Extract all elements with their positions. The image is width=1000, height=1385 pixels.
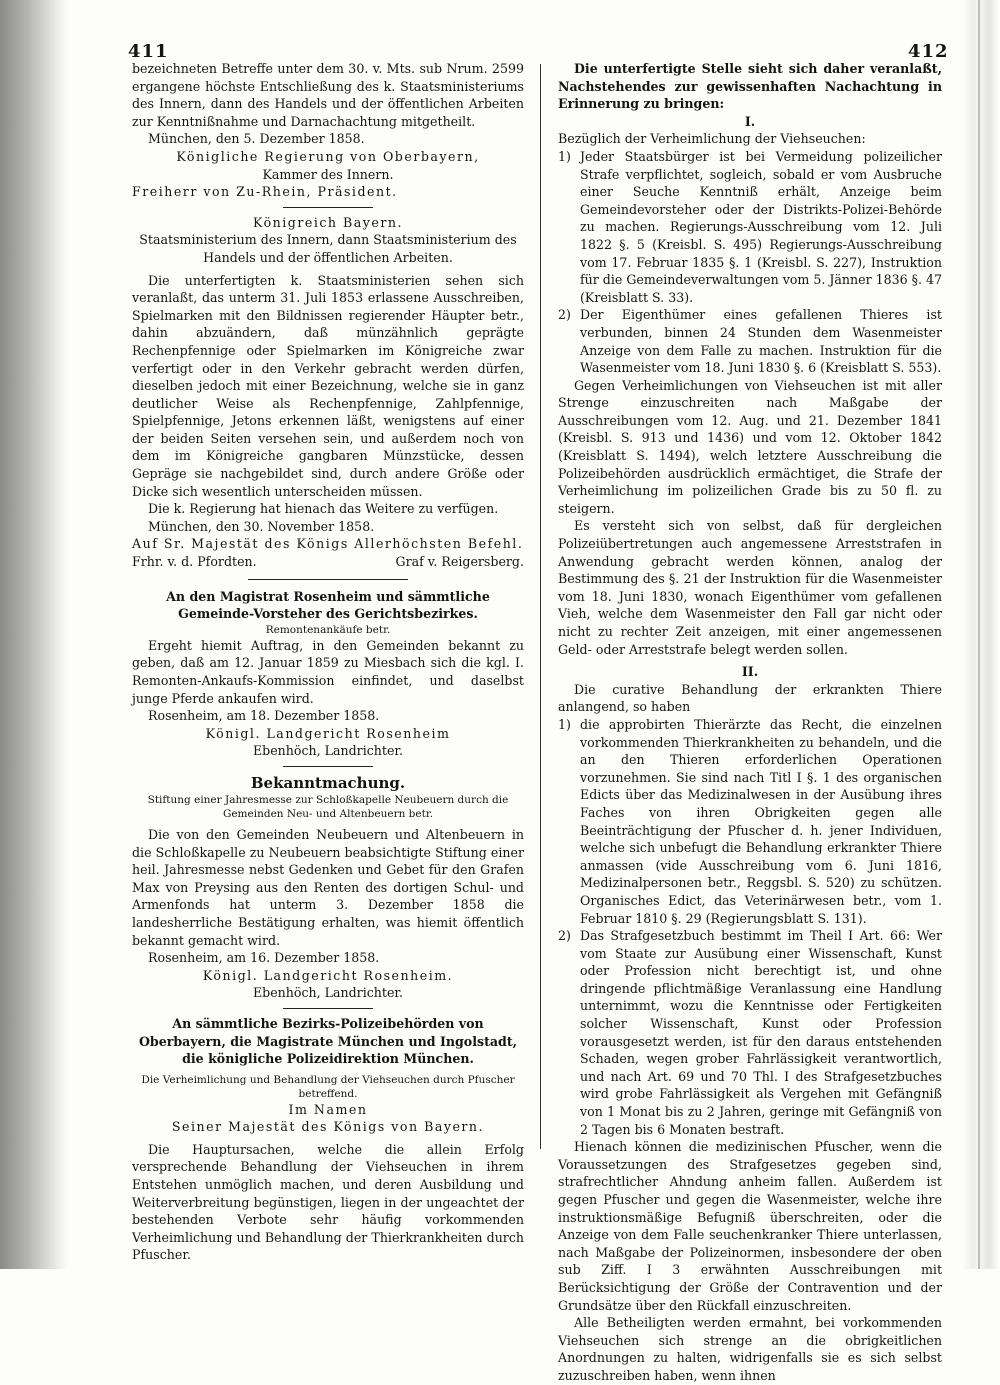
section-subtitle: Remontenankäufe betr. bbox=[265, 623, 391, 636]
list-number: 2) bbox=[558, 307, 571, 323]
section-heading: Die curative Behandlung der erkrankten Thiere anlangend, so haben bbox=[558, 681, 942, 715]
date-line: München, den 30. November 1858. bbox=[148, 518, 375, 534]
paragraph: Die unterfertigten k. Staatsministerien sehen sich veranlaßt, das unterm 31. Juli 1853 erlassene Ausschreiben, Spielmarken mit den Bildnissen regierender Häupter betr., dahin abzuändern, daß münzähnlich geprägte Rechenpfennige oder Spielmarken im Königreiche zwar verfertigt oder in den Verkehr gebracht werden dürfen, dieselben jedoch mit einer Bezeichnung, welche sie in ganz deutlicher Weise als Rechenpfennige, Zahlpfennige, Spielpfennige, Jetons erkennen läßt, wenigstens auf einer der beiden Seiten versehen sein, und außerdem noch von dem im Königreiche gangbaren Münzstücke, dessen Gepräge sie nachgebildet sind, durch andere Größe oder Dicke sich wesentlich unterscheiden müssen. bbox=[132, 272, 524, 499]
section-rule bbox=[248, 579, 408, 580]
binding-gutter-shadow bbox=[0, 0, 68, 1269]
section-title: An sämmtliche Bezirks-Polizeibehörden von Oberbayern, die Magistrate München und Ingolstadt, die königliche Polizeidirektion München. bbox=[138, 1015, 518, 1067]
paragraph: Die k. Regierung hat hienach das Weitere zu verfügen. bbox=[148, 501, 499, 517]
page-edge bbox=[962, 0, 1000, 1269]
list-number: 1) bbox=[558, 716, 571, 732]
paragraph: bezeichneten Betreffe unter dem 30. v. Mts. sub Nrum. 2599 ergangene höchste Entschließung des k. Staatsministeriums des Innern, dann des Handels und der öffentlichen Arbeiten zur Kenntnißnahme und Darnachachtung mitgetheilt. bbox=[132, 61, 524, 129]
section-numeral: I. bbox=[744, 113, 756, 129]
list-text: die approbirten Thierärzte das Recht, die einzelnen vorkommenden Thierkrankheiten zu behandeln, und die an den Thieren erforderlichen Operationen vorzunehmen. Sie sind nach Titl I §. 1 des organischen Edicts über das Medizinalwesen in der Ausübung ihres Faches von ihren Obrigkeiten gegen alle Beeinträchtigung der Pfuscher d. h. jener Individuen, welche sich unbefugt die Behandlung erkrankter Thiere anmassen (vide Ausschreibung vom 6. Juni 1816, Medizinalpersonen betr., Reggsbl. S. 520) zu schützen. Organisches Edict, das Veterinärwesen betr., vom 1. Februar 1810 §. 29 (Regierungsblatt S. 131). bbox=[580, 716, 942, 926]
paragraph: Ergeht hiemit Auftrag, in den Gemeinden bekannt zu geben, daß am 12. Januar 1859 zu Miesbach sich die kgl. I. Remonten-Ankaufs-Kommission einfindet, und daselbst junge Pferde ankaufen wird. bbox=[132, 637, 524, 706]
signature-dept: Kammer des Innern. bbox=[262, 166, 394, 182]
signature-org: Königl. Landgericht Rosenheim. bbox=[202, 967, 454, 983]
section-subtitle: Die Verheimlichung und Behandlung der Viehseuchen durch Pfuscher betreffend. bbox=[141, 1073, 515, 1100]
section-rule bbox=[283, 207, 373, 208]
paragraph: Hienach können die medizinischen Pfuscher, wenn die Voraussetzungen des Strafgesetzes gegeben sind, strafrechtlicher Ahndung anheim fallen. Außerdem ist gegen Pfuscher und gegen die Wasenmeister, welche ihre instruktionsmäßige Befugniß überschreiten, oder die Anzeige von dem Falle seuchenkranker Thiere unterlassen, nach Maßgabe der Polizeinormen, insbesondere der oben sub Ziff. I 3 erwähnten Ausschreibungen mit Berücksichtigung der Größe der Contravention und der Grundsätze über den Rückfall einzuschreiten. bbox=[558, 1139, 942, 1313]
list-text: Der Eigenthümer eines gefallenen Thieres ist verbunden, binnen 24 Stunden dem Wasenmeister Anzeige von dem Falle zu machen. Instruktion für die Wasenmeister vom 18. Juni 1830 §. 6 (Kreisblatt S. 553). bbox=[580, 307, 942, 376]
section-heading: Bezüglich der Verheimlichung der Viehseuchen: bbox=[558, 131, 866, 147]
list-item bbox=[558, 716, 942, 927]
paragraph: Gegen Verheimlichungen von Viehseuchen ist mit aller Strenge einzuschreiten nach Maßgabe der Ausschreibungen vom 12. Aug. und 21. Dezember 1841 (Kreisbl. S. 913 und 1436) und vom 12. Oktober 1842 (Kreisblatt S. 1494), welch letztere Ausschreibung die Polizeibehörden ausdrücklich ermächtiget, die Strafe der Verheimlichung im polizeilichen Grade bis zu 50 fl. zu steigern. bbox=[558, 377, 942, 516]
signature-org: Königliche Regierung von Oberbayern, bbox=[176, 148, 480, 164]
signature-name: Ebenhöch, Landrichter. bbox=[252, 985, 404, 1001]
signature-name: Freiherr von Zu-Rhein, Präsident. bbox=[132, 184, 398, 200]
list-item bbox=[558, 306, 942, 376]
signature-name: Ebenhöch, Landrichter. bbox=[252, 743, 404, 759]
section-title: An den Magistrat Rosenheim und sämmtliche Gemeinde-Vorsteher des Gerichtsbezirkes. bbox=[166, 588, 490, 622]
section-rule bbox=[283, 766, 373, 767]
command-line: Auf Sr. Majestät des Königs Allerhöchsten Befehl. bbox=[132, 536, 524, 552]
paragraph: Alle Betheiligten werden ermahnt, bei vorkommenden Viehseuchen sich strenge an die obrigkeitlichen Anordnungen zu halten, widrigenfalls sie es sich selbst zuzuschreiben haben, wenn ihnen bbox=[558, 1315, 942, 1383]
signature-right: Graf v. Reigersberg. bbox=[395, 554, 524, 570]
preamble-line: Im Namen bbox=[288, 1101, 368, 1117]
section-rule bbox=[283, 1008, 373, 1009]
list-item bbox=[558, 927, 942, 1138]
signature-left: Frhr. v. d. Pfordten. bbox=[132, 554, 257, 570]
date-line: Rosenheim, am 16. Dezember 1858. bbox=[148, 950, 380, 966]
page-number-right: 412 bbox=[908, 41, 949, 62]
paragraph: Die Hauptursachen, welche die allein Erfolg versprechende Behandlung der Viehseuchen in ihrem Entstehen unmöglich machen, und deren Ausbildung und Weiterverbreitung begünstigen, liegen in der ungeachtet der bestehenden Verbote sehr häufig vorkommenden Verheimlichung und Behandlung der Thierkrankheiten durch Pfuscher. bbox=[132, 1141, 524, 1263]
column-divider bbox=[540, 64, 541, 1149]
section-title: Bekanntmachung. bbox=[250, 773, 406, 792]
paragraph: Die von den Gemeinden Neubeuern und Altenbeuern in die Schloßkapelle zu Neubeuern beabsichtigte Stiftung einer heil. Jahresmesse nebst Gedenken und Gebet für den Grafen Max von Preysing aus den Renten des dortigen Schul- und Armenfonds hat unterm 3. Dezember 1858 die landesherrliche Bestätigung erhalten, was hiemit öffentlich bekannt gemacht wird. bbox=[132, 826, 524, 948]
paragraph: Es versteht sich von selbst, daß für dergleichen Polizeiübertretungen auch angemessene Arreststrafen in Anwendung gebracht werden können, analog der Bestimmung des §. 21 der Instruktion für die Wasenmeister vom 18. Juni 1830, wonach Eigenthümer vom gefallenen Vieh, welche dem Wasenmeister den Fall gar nicht oder nicht zu rechter Zeit anzeigen, mit einer angemessenen Geld- oder Arreststrafe belegt werden sollen. bbox=[558, 518, 942, 657]
date-line: Rosenheim, am 18. Dezember 1858. bbox=[148, 708, 380, 724]
section-numeral: II. bbox=[741, 664, 759, 680]
list-text: Jeder Staatsbürger ist bei Vermeidung polizeilicher Strafe verpflichtet, sogleich, sobald er vom Ausbruche einer Seuche Kenntniß erhält, Anzeige beim Gemeindevorsteher oder der Distrikts-Polizei-Behörde zu machen. Regierungs-Ausschreibung vom 12. Juli 1822 §. 5 (Kreisbl. S. 495) Regierungs-Ausschreibung vom 17. Februar 1835 §. 1 (Kreisbl. S. 227), Instruktion für die Gemeindeverwaltungen vom 5. Jänner 1836 §. 47 (Kreisblatt S. 33). bbox=[580, 148, 943, 305]
paragraph: Die unterfertigte Stelle sieht sich daher veranlaßt, Nachstehendes zur gewissenhaften Nachachtung in Erinnerung zu bringen: bbox=[558, 61, 942, 112]
list-item bbox=[558, 148, 942, 306]
signature-org: Königl. Landgericht Rosenheim bbox=[205, 725, 451, 741]
section-subtitle: Stiftung einer Jahresmesse zur Schloßkapelle Neubeuern durch die Gemeinden Neu- und Altenbeuern betr. bbox=[147, 793, 509, 820]
page-number-left: 411 bbox=[128, 41, 169, 62]
list-number: 2) bbox=[558, 928, 571, 944]
signature-row bbox=[132, 553, 524, 571]
left-column bbox=[132, 60, 524, 1264]
section-subtitle: Staatsministerium des Innern, dann Staatsministerium des Handels und der öffentlichen Arbeiten. bbox=[139, 232, 517, 265]
list-number: 1) bbox=[558, 148, 571, 164]
list-text: Das Strafgesetzbuch bestimmt im Theil I Art. 66: Wer vom Staate zur Ausübung einer Wissenschaft, Kunst oder Profession nicht berechtigt ist, und ohne dringende pflichtmäßige Veranlassung eine Handlung unternimmt, wozu die Kenntnisse oder Fertigkeiten solcher Wissenschaft, Kunst oder Profession vorausgesetzt werden, ist für den daraus entstehenden Schaden, wegen grober Fahrlässigkeit verantwortlich, und nach Art. 69 und 70 Thl. I des Strafgesetzbuches wird grobe Fahrlässigkeit als Vergehen mit Gefängniß von 1 Monat bis zu 2 Jahren, geringe mit Gefängniß von 2 Tagen bis 6 Monaten bestraft. bbox=[580, 928, 942, 1137]
date-line: München, den 5. Dezember 1858. bbox=[148, 131, 365, 147]
preamble-line: Seiner Majestät des Königs von Bayern. bbox=[171, 1119, 485, 1135]
right-column bbox=[558, 60, 942, 1385]
section-title: Königreich Bayern. bbox=[253, 214, 403, 230]
